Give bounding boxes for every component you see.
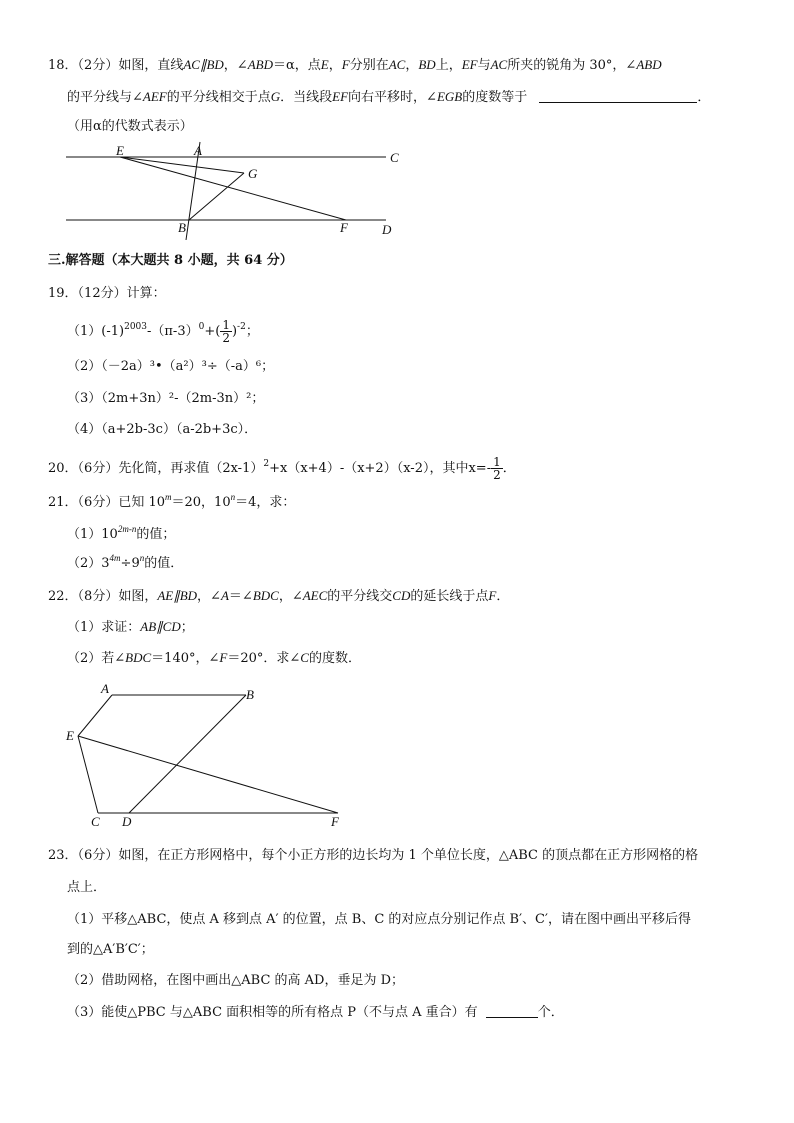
q21-part2: $(2)3^{4m}\div 9^n$的值． [67, 553, 184, 571]
label-E: E [116, 143, 124, 158]
q18-note: （用α的代数式表示） [67, 119, 193, 134]
label-F: F [340, 220, 348, 235]
q22-figure [60, 680, 360, 830]
q23-part1b: 到的△A′B′C′； [67, 942, 154, 957]
label-B: B [178, 220, 186, 235]
q23-line1: 23．（6分）如图，在正方形网格中，每个小正方形的边长均为 1 个单位长度，△ABC 的顶点都在正方形网格的格 [48, 848, 699, 863]
section-3-heading: 三.解答题（本大题共 8 小题，共 64 分） [48, 253, 293, 268]
q18-line2: 的平分线与∠AEF的平分线相交于点G．当线段EF向右平移时，∠EGB的度数等于 ． [67, 89, 711, 105]
q23-part3: （3）能使△PBC 与△ABC 面积相等的所有格点 P（不与点 A 重合）有 个． [67, 1005, 564, 1020]
q18-line1: 18．（2分）如图，直线AC∥BD，∠ABD＝α，点E，F分别在AC，BD上，EF与AC所夹的锐角为 30°，∠ABD [48, 57, 662, 73]
q23-part1a: （1）平移△ABC，使点 A 移到点 A′ 的位置，点 B、C 的对应点分别记作点 B′、C′，请在图中画出平移后得 [67, 912, 691, 927]
q22-part2: （2）若∠BDC＝140°，∠F＝20°．求∠C的度数． [67, 650, 361, 666]
label-D: D [122, 814, 132, 829]
q23-part2: （2）借助网格，在图中画出△ABC 的高 AD，垂足为 D； [67, 973, 405, 988]
q19-part4: （4）（a+2b-3c）（a-2b+3c）． [67, 422, 258, 437]
q21-part1: $(1)10^{2m-n}$的值； [67, 524, 176, 542]
label-B: B [246, 687, 254, 702]
label-F: F [331, 814, 339, 829]
q19-head: 19．（12分）计算： [48, 286, 166, 301]
label-G: G [248, 166, 258, 181]
q21-head: 21．（6分）已知 $10^m=20$，$10^n=4$，求： [48, 492, 296, 510]
label-A: A [101, 681, 109, 696]
q23-line2: 点上． [67, 880, 107, 895]
answer-blank-q18[interactable] [539, 90, 697, 103]
q19-part3: （3）（2m+3n）²-（2m-3n）²； [67, 391, 265, 406]
answer-blank-q23[interactable] [486, 1005, 538, 1018]
label-C: C [91, 814, 100, 829]
label-E: E [66, 728, 74, 743]
q22-head: 22．（8分）如图，AE∥BD，∠A＝∠BDC，∠AEC的平分线交CD的延长线于点F． [48, 588, 510, 604]
label-A: A [194, 143, 202, 158]
label-C: C [390, 150, 399, 165]
q22-part1: （1）求证：AB∥CD； [67, 619, 194, 635]
label-D: D [382, 222, 392, 237]
q19-part2: （2）（－2a）³•（a²）³÷（-a）⁶； [67, 359, 275, 374]
q19-part1: $(1)(-1)^{2003}-(\pi-3)^0+$( $\frac{1}{2}$ )$^{-2}$； [67, 318, 259, 345]
q20-text: 20．（6分）先化简，再求值$(2x-1)^2+x(x+4)-(x+2)(x-2)$，其中x=- $\frac{1}{2}$ ． [48, 455, 516, 482]
q18-figure [60, 140, 410, 240]
